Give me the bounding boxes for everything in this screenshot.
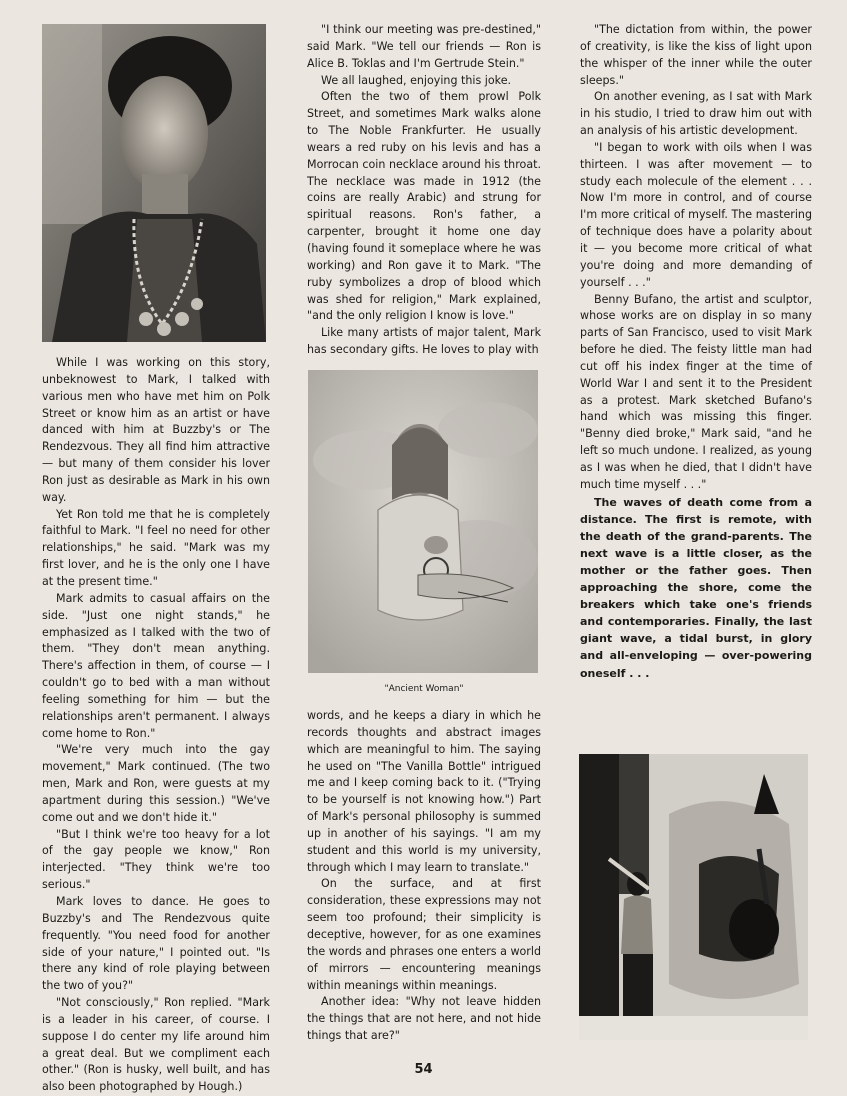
drawing-photo — [308, 370, 538, 673]
paragraph: Yet Ron told me that he is completely faithful to Mark. "I feel no need for other relationships," he said. "Mark was my first lover, and he is the only one I have at the present time." — [42, 507, 270, 588]
image-caption: "Ancient Woman" — [384, 684, 464, 694]
paragraph: Mark admits to casual affairs on the side. "Just one night stands," he emphasized as I talked with the two of them. "They don't mean anything. There's affection in them, of course — I couldn't go to bed with a man without feeling something for him — but the relationships aren't permanent. I always come home to Ron." — [42, 591, 270, 740]
paragraph: "I began to work with oils when I was thirteen. I was after movement — to study each molecule of the element . . . Now I'm more in control, and of course I'm more critical of myself. The mastering of technique does have a polarity about it — you become more critical of what you're doing and more demanding of yourself . . ." — [580, 140, 812, 289]
studio-photo — [579, 754, 808, 1040]
paragraph: Another idea: "Why not leave hidden the things that are not here, and not hide things that are?" — [307, 995, 541, 1043]
column-1 — [42, 355, 270, 1096]
paragraph: We all laughed, enjoying this joke. — [321, 73, 512, 87]
paragraph: While I was working on this story, unbeknowest to Mark, I talked with various men who have met him on Polk Street or know him as an artist or have danced with him at Buzzby's or The Rendezvous. They all find him attractive — but many of them consider his lover Ron just as desirable as Mark in his own way. — [42, 356, 270, 504]
paragraph: Often the two of them prowl Polk Street, and sometimes Mark walks alone to The Noble Frankfurter. He usually wears a red ruby on his levis and has a Morrocan coin necklace around his throat. The necklace was made in 1912 (the coins are really Arabic) and strung for spiritual reasons. Ron's father, a carpenter, brought it home one day (having found it someplace where he was working) and Ron gave it to Mark. "The ruby symbolizes a drop of blood which was shed for religion," Mark explained, "and the only religion I know is love." — [307, 90, 541, 323]
paragraph: "The dictation from within, the power of creativity, is like the kiss of light upon the whisper of the inner while the outer sleeps." — [580, 23, 812, 87]
paragraph: Like many artists of major talent, Mark has secondary gifts. He loves to play with — [307, 326, 541, 357]
page-number: 54 — [414, 1062, 433, 1077]
paragraph: On another evening, as I sat with Mark in his studio, I tried to draw him out with an analysis of his artistic development. — [580, 90, 812, 138]
paragraph: On the surface, and at first consideration, these expressions may not seem too profound; their simplicity is deceptive, however, for as one examines the words and phrases one enters a world of mirrors — encountering meanings within meanings within meanings. — [307, 877, 541, 992]
column-2-top — [307, 22, 541, 359]
column-3 — [580, 22, 812, 682]
bold-paragraph: The waves of death come from a distance. The first is remote, with the death of the grand-parents. The next wave is a little closer, as the mother or the father goes. Then approaching the shore, come the breakers which take one's friends and contemporaries. Finally, the last giant wave, a tidal burst, in glory and all-enveloping — over-powering oneself . . . — [580, 495, 812, 680]
portrait-photo — [42, 24, 266, 342]
paragraph: "I think our meeting was pre-destined," said Mark. "We tell our friends — Ron is Alice B. Toklas and I'm Gertrude Stein." — [307, 23, 541, 70]
paragraph: Mark loves to dance. He goes to Buzzby's and The Rendezvous quite frequently. "You need food for another side of your nature," I pointed out. "Is there any kind of role playing between the two of you?" — [42, 895, 270, 993]
paragraph: "We're very much into the gay movement," Mark continued. (The two men, Mark and Ron, were guests at my apartment during this session.) "We've come out and we don't hide it." — [42, 743, 270, 824]
paragraph: "Not consciously," Ron replied. "Mark is a leader in his career, of course. I suppose I do center my life around him a great deal. But we compliment each other." (Ron is husky, well built, and has also been photographed by Hough.) — [42, 996, 270, 1094]
paragraph: Benny Bufano, the artist and sculptor, whose works are on display in so many parts of San Francisco, used to visit Mark before he died. The feisty little man had cut off his index finger at the time of World War I and sent it to the President as a protest. Mark sketched Bufano's hand which was missing this finger. "Benny died broke," Mark said, "and he left so much undone. I realized, as young as I was when he died, that I didn't have much time myself . . ." — [580, 292, 812, 491]
column-2-bottom — [307, 708, 541, 1045]
bold-passage — [580, 494, 812, 682]
paragraph: words, and he keeps a diary in which he records thoughts and abstract images which are meaningful to him. The saying he used on "The Vanilla Bottle" intrigued me and I keep coming back to it. ("Trying to be yourself is not knowing how.") Part of Mark's personal philosophy is summed up in another of his sayings. "I am my student and this world is my university, through which I may learn to translate." — [307, 709, 541, 874]
paragraph: "But I think we're too heavy for a lot of the gay people we know," Ron interjected. "They think we're too serious." — [42, 827, 270, 892]
